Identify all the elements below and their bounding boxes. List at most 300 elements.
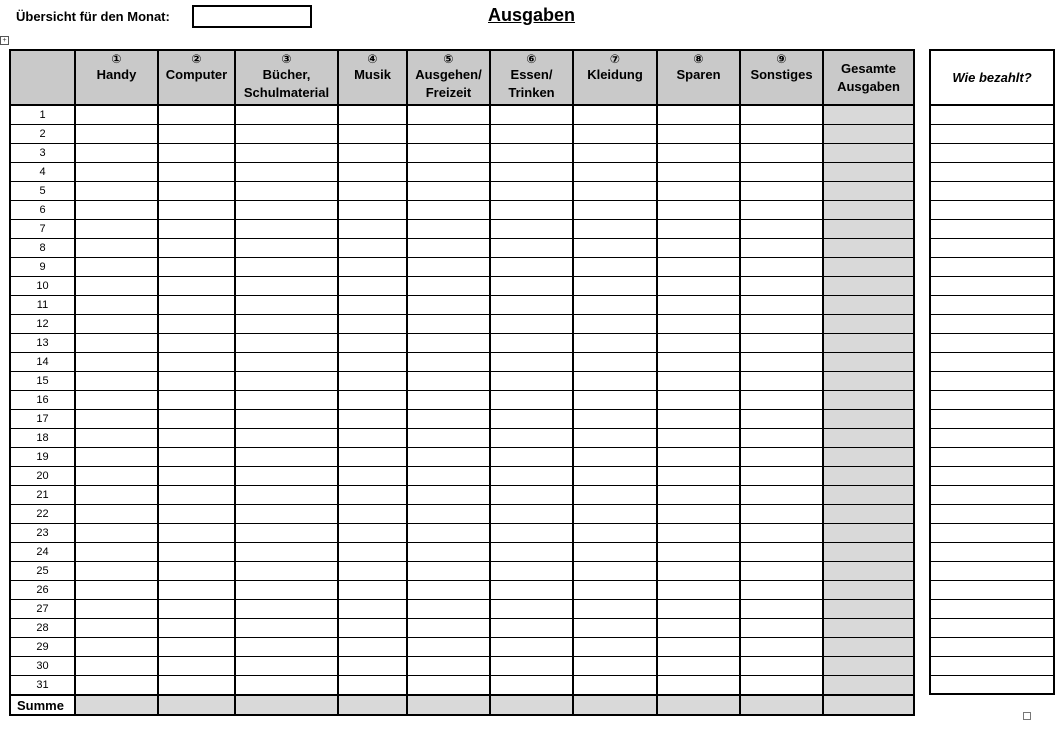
expense-cell[interactable] [338, 372, 407, 391]
expense-cell[interactable] [407, 182, 490, 201]
expense-cell[interactable] [338, 505, 407, 524]
expense-cell[interactable] [75, 638, 158, 657]
expense-cell[interactable] [490, 638, 573, 657]
expense-cell[interactable] [75, 258, 158, 277]
total-cell[interactable] [823, 505, 914, 524]
expense-cell[interactable] [235, 486, 338, 505]
payment-method-cell[interactable] [930, 124, 1054, 143]
total-cell[interactable] [823, 524, 914, 543]
total-cell[interactable] [823, 258, 914, 277]
expense-cell[interactable] [338, 105, 407, 125]
expense-cell[interactable] [158, 182, 235, 201]
total-cell[interactable] [823, 638, 914, 657]
expense-cell[interactable] [490, 562, 573, 581]
expense-cell[interactable] [740, 581, 823, 600]
expense-cell[interactable] [740, 410, 823, 429]
expense-cell[interactable] [338, 638, 407, 657]
expense-cell[interactable] [235, 144, 338, 163]
expense-cell[interactable] [657, 239, 740, 258]
expense-cell[interactable] [158, 391, 235, 410]
expense-cell[interactable] [338, 125, 407, 144]
total-cell[interactable] [823, 239, 914, 258]
expense-cell[interactable] [740, 638, 823, 657]
expense-cell[interactable] [657, 410, 740, 429]
expense-cell[interactable] [407, 676, 490, 696]
expense-cell[interactable] [75, 467, 158, 486]
expense-cell[interactable] [235, 619, 338, 638]
expense-cell[interactable] [657, 125, 740, 144]
expense-cell[interactable] [573, 657, 657, 676]
expense-cell[interactable] [573, 600, 657, 619]
expense-cell[interactable] [75, 182, 158, 201]
expense-cell[interactable] [573, 144, 657, 163]
month-input[interactable] [192, 5, 312, 28]
expense-cell[interactable] [407, 600, 490, 619]
expense-cell[interactable] [657, 220, 740, 239]
expense-cell[interactable] [235, 505, 338, 524]
expense-cell[interactable] [740, 144, 823, 163]
payment-method-cell[interactable] [930, 257, 1054, 276]
expense-cell[interactable] [338, 562, 407, 581]
expense-cell[interactable] [490, 657, 573, 676]
payment-method-cell[interactable] [930, 238, 1054, 257]
expense-cell[interactable] [158, 619, 235, 638]
expense-cell[interactable] [158, 524, 235, 543]
expense-cell[interactable] [657, 467, 740, 486]
expense-cell[interactable] [338, 467, 407, 486]
expense-cell[interactable] [75, 448, 158, 467]
expense-cell[interactable] [490, 486, 573, 505]
expense-cell[interactable] [657, 429, 740, 448]
expense-cell[interactable] [338, 581, 407, 600]
expense-cell[interactable] [407, 105, 490, 125]
expense-cell[interactable] [235, 581, 338, 600]
expense-cell[interactable] [407, 353, 490, 372]
sum-cell[interactable] [657, 695, 740, 715]
expense-cell[interactable] [573, 505, 657, 524]
expense-cell[interactable] [235, 372, 338, 391]
expense-cell[interactable] [235, 543, 338, 562]
expense-cell[interactable] [407, 125, 490, 144]
total-cell[interactable] [823, 182, 914, 201]
expense-cell[interactable] [158, 429, 235, 448]
expense-cell[interactable] [657, 448, 740, 467]
expense-cell[interactable] [158, 562, 235, 581]
expense-cell[interactable] [573, 182, 657, 201]
expense-cell[interactable] [740, 486, 823, 505]
expense-cell[interactable] [657, 676, 740, 696]
expense-cell[interactable] [573, 619, 657, 638]
expense-cell[interactable] [338, 410, 407, 429]
expense-cell[interactable] [75, 163, 158, 182]
total-cell[interactable] [823, 334, 914, 353]
total-cell[interactable] [823, 429, 914, 448]
expense-cell[interactable] [740, 201, 823, 220]
expense-cell[interactable] [407, 296, 490, 315]
total-cell[interactable] [823, 600, 914, 619]
expense-cell[interactable] [235, 391, 338, 410]
expense-cell[interactable] [490, 258, 573, 277]
payment-method-cell[interactable] [930, 599, 1054, 618]
expense-cell[interactable] [235, 220, 338, 239]
expense-cell[interactable] [158, 258, 235, 277]
expense-cell[interactable] [573, 105, 657, 125]
expense-cell[interactable] [338, 600, 407, 619]
expense-cell[interactable] [158, 600, 235, 619]
expense-cell[interactable] [490, 391, 573, 410]
expense-cell[interactable] [573, 353, 657, 372]
expense-cell[interactable] [657, 543, 740, 562]
expense-cell[interactable] [158, 163, 235, 182]
expense-cell[interactable] [158, 676, 235, 696]
expense-cell[interactable] [657, 562, 740, 581]
expense-cell[interactable] [338, 258, 407, 277]
expense-cell[interactable] [158, 410, 235, 429]
expense-cell[interactable] [573, 258, 657, 277]
total-cell[interactable] [823, 296, 914, 315]
expense-cell[interactable] [158, 486, 235, 505]
expense-cell[interactable] [75, 125, 158, 144]
total-cell[interactable] [823, 676, 914, 696]
total-cell[interactable] [823, 543, 914, 562]
expense-cell[interactable] [657, 619, 740, 638]
payment-method-cell[interactable] [930, 466, 1054, 485]
expense-cell[interactable] [573, 562, 657, 581]
expense-cell[interactable] [490, 676, 573, 696]
payment-method-cell[interactable] [930, 485, 1054, 504]
payment-method-cell[interactable] [930, 333, 1054, 352]
expense-cell[interactable] [657, 144, 740, 163]
expense-cell[interactable] [657, 163, 740, 182]
expense-cell[interactable] [490, 277, 573, 296]
expense-cell[interactable] [490, 201, 573, 220]
payment-method-cell[interactable] [930, 143, 1054, 162]
expense-cell[interactable] [740, 562, 823, 581]
expense-cell[interactable] [407, 163, 490, 182]
expense-cell[interactable] [75, 505, 158, 524]
payment-method-cell[interactable] [930, 637, 1054, 656]
expense-cell[interactable] [235, 429, 338, 448]
expense-cell[interactable] [573, 239, 657, 258]
expense-cell[interactable] [740, 467, 823, 486]
expense-cell[interactable] [407, 201, 490, 220]
expense-cell[interactable] [573, 125, 657, 144]
expense-cell[interactable] [338, 296, 407, 315]
expense-cell[interactable] [75, 201, 158, 220]
expense-cell[interactable] [158, 125, 235, 144]
expense-cell[interactable] [338, 182, 407, 201]
expense-cell[interactable] [657, 505, 740, 524]
expense-cell[interactable] [657, 296, 740, 315]
expense-cell[interactable] [407, 277, 490, 296]
expense-cell[interactable] [158, 581, 235, 600]
expense-cell[interactable] [338, 429, 407, 448]
payment-method-cell[interactable] [930, 561, 1054, 580]
expense-cell[interactable] [740, 391, 823, 410]
expense-cell[interactable] [740, 619, 823, 638]
expense-cell[interactable] [740, 277, 823, 296]
expense-cell[interactable] [158, 239, 235, 258]
expense-cell[interactable] [338, 277, 407, 296]
expense-cell[interactable] [573, 391, 657, 410]
expense-cell[interactable] [490, 619, 573, 638]
expense-cell[interactable] [573, 410, 657, 429]
total-cell[interactable] [823, 562, 914, 581]
expense-cell[interactable] [158, 315, 235, 334]
expense-cell[interactable] [338, 201, 407, 220]
total-cell[interactable] [823, 125, 914, 144]
expense-cell[interactable] [158, 638, 235, 657]
expense-cell[interactable] [75, 676, 158, 696]
total-cell[interactable] [823, 410, 914, 429]
expense-cell[interactable] [573, 467, 657, 486]
expense-cell[interactable] [75, 277, 158, 296]
payment-method-cell[interactable] [930, 618, 1054, 637]
expense-cell[interactable] [407, 429, 490, 448]
sum-cell[interactable] [75, 695, 158, 715]
expense-cell[interactable] [338, 353, 407, 372]
expense-cell[interactable] [338, 391, 407, 410]
expense-cell[interactable] [490, 524, 573, 543]
expense-cell[interactable] [490, 505, 573, 524]
expense-cell[interactable] [657, 182, 740, 201]
expense-cell[interactable] [158, 144, 235, 163]
expense-cell[interactable] [407, 638, 490, 657]
expense-cell[interactable] [235, 334, 338, 353]
expense-cell[interactable] [657, 391, 740, 410]
expense-cell[interactable] [490, 144, 573, 163]
payment-method-cell[interactable] [930, 504, 1054, 523]
total-cell[interactable] [823, 657, 914, 676]
expense-cell[interactable] [158, 543, 235, 562]
expense-cell[interactable] [407, 505, 490, 524]
expense-cell[interactable] [740, 543, 823, 562]
expense-cell[interactable] [573, 277, 657, 296]
expense-cell[interactable] [740, 220, 823, 239]
expense-cell[interactable] [338, 486, 407, 505]
expense-cell[interactable] [657, 105, 740, 125]
expense-cell[interactable] [573, 448, 657, 467]
expense-cell[interactable] [490, 163, 573, 182]
expense-cell[interactable] [740, 372, 823, 391]
expense-cell[interactable] [490, 543, 573, 562]
expense-cell[interactable] [75, 353, 158, 372]
expense-cell[interactable] [235, 410, 338, 429]
expense-cell[interactable] [235, 182, 338, 201]
expense-cell[interactable] [573, 429, 657, 448]
resize-handle-icon[interactable] [1023, 712, 1031, 720]
expense-cell[interactable] [573, 201, 657, 220]
payment-method-cell[interactable] [930, 162, 1054, 181]
expense-cell[interactable] [235, 277, 338, 296]
expense-cell[interactable] [75, 524, 158, 543]
sum-cell[interactable] [740, 695, 823, 715]
total-cell[interactable] [823, 467, 914, 486]
expense-cell[interactable] [407, 524, 490, 543]
payment-method-cell[interactable] [930, 656, 1054, 675]
expense-cell[interactable] [75, 562, 158, 581]
expense-cell[interactable] [490, 105, 573, 125]
expense-cell[interactable] [740, 448, 823, 467]
expense-cell[interactable] [740, 315, 823, 334]
expense-cell[interactable] [740, 524, 823, 543]
payment-method-cell[interactable] [930, 371, 1054, 390]
total-cell[interactable] [823, 220, 914, 239]
expense-cell[interactable] [657, 486, 740, 505]
expense-cell[interactable] [235, 296, 338, 315]
expense-cell[interactable] [75, 410, 158, 429]
expense-cell[interactable] [573, 486, 657, 505]
expense-cell[interactable] [407, 144, 490, 163]
expense-cell[interactable] [490, 410, 573, 429]
expense-cell[interactable] [657, 277, 740, 296]
expense-cell[interactable] [75, 619, 158, 638]
expense-cell[interactable] [490, 581, 573, 600]
expense-cell[interactable] [573, 296, 657, 315]
total-cell[interactable] [823, 448, 914, 467]
expense-cell[interactable] [235, 448, 338, 467]
total-cell[interactable] [823, 486, 914, 505]
expense-cell[interactable] [75, 220, 158, 239]
expense-cell[interactable] [490, 334, 573, 353]
expense-cell[interactable] [407, 619, 490, 638]
expense-cell[interactable] [407, 581, 490, 600]
expense-cell[interactable] [235, 258, 338, 277]
expense-cell[interactable] [657, 353, 740, 372]
expense-cell[interactable] [407, 315, 490, 334]
payment-method-cell[interactable] [930, 314, 1054, 333]
expense-cell[interactable] [158, 657, 235, 676]
total-cell[interactable] [823, 315, 914, 334]
total-cell[interactable] [823, 277, 914, 296]
expense-cell[interactable] [158, 220, 235, 239]
expense-cell[interactable] [407, 220, 490, 239]
expense-cell[interactable] [490, 239, 573, 258]
expense-cell[interactable] [740, 505, 823, 524]
expense-cell[interactable] [740, 105, 823, 125]
expense-cell[interactable] [158, 201, 235, 220]
expense-cell[interactable] [740, 676, 823, 696]
expense-cell[interactable] [573, 220, 657, 239]
expense-cell[interactable] [573, 581, 657, 600]
expense-cell[interactable] [75, 296, 158, 315]
expense-cell[interactable] [235, 600, 338, 619]
expense-cell[interactable] [657, 581, 740, 600]
expense-cell[interactable] [407, 657, 490, 676]
expense-cell[interactable] [573, 676, 657, 696]
total-cell[interactable] [823, 163, 914, 182]
expense-cell[interactable] [235, 657, 338, 676]
sum-cell[interactable] [407, 695, 490, 715]
expense-cell[interactable] [657, 315, 740, 334]
expense-cell[interactable] [740, 657, 823, 676]
expense-cell[interactable] [75, 105, 158, 125]
expense-cell[interactable] [75, 581, 158, 600]
sum-cell[interactable] [823, 695, 914, 715]
expense-cell[interactable] [657, 657, 740, 676]
expense-cell[interactable] [657, 258, 740, 277]
payment-method-cell[interactable] [930, 390, 1054, 409]
payment-method-cell[interactable] [930, 181, 1054, 200]
expense-cell[interactable] [407, 543, 490, 562]
expense-cell[interactable] [338, 163, 407, 182]
expense-cell[interactable] [158, 334, 235, 353]
expense-cell[interactable] [235, 353, 338, 372]
expense-cell[interactable] [338, 524, 407, 543]
sum-cell[interactable] [573, 695, 657, 715]
expense-cell[interactable] [235, 125, 338, 144]
expense-cell[interactable] [235, 105, 338, 125]
expense-cell[interactable] [338, 220, 407, 239]
expense-cell[interactable] [235, 201, 338, 220]
expense-cell[interactable] [490, 353, 573, 372]
expense-cell[interactable] [235, 638, 338, 657]
expense-cell[interactable] [158, 277, 235, 296]
expense-cell[interactable] [407, 467, 490, 486]
payment-method-cell[interactable] [930, 295, 1054, 314]
expense-cell[interactable] [158, 448, 235, 467]
total-cell[interactable] [823, 581, 914, 600]
expense-cell[interactable] [740, 258, 823, 277]
total-cell[interactable] [823, 353, 914, 372]
expense-cell[interactable] [75, 600, 158, 619]
expense-cell[interactable] [158, 353, 235, 372]
expense-cell[interactable] [490, 429, 573, 448]
expense-cell[interactable] [338, 315, 407, 334]
payment-method-cell[interactable] [930, 675, 1054, 694]
expense-cell[interactable] [407, 391, 490, 410]
expense-cell[interactable] [75, 391, 158, 410]
expense-cell[interactable] [573, 638, 657, 657]
expense-cell[interactable] [235, 239, 338, 258]
expense-cell[interactable] [158, 467, 235, 486]
expense-cell[interactable] [407, 562, 490, 581]
expense-cell[interactable] [740, 163, 823, 182]
expense-cell[interactable] [740, 296, 823, 315]
expense-cell[interactable] [657, 372, 740, 391]
payment-method-cell[interactable] [930, 580, 1054, 599]
expense-cell[interactable] [158, 105, 235, 125]
payment-method-cell[interactable] [930, 523, 1054, 542]
expense-cell[interactable] [573, 372, 657, 391]
total-cell[interactable] [823, 144, 914, 163]
expense-cell[interactable] [657, 524, 740, 543]
expense-cell[interactable] [75, 334, 158, 353]
expense-cell[interactable] [75, 486, 158, 505]
expense-cell[interactable] [490, 448, 573, 467]
expense-cell[interactable] [740, 125, 823, 144]
payment-method-cell[interactable] [930, 105, 1054, 124]
expense-cell[interactable] [75, 372, 158, 391]
total-cell[interactable] [823, 372, 914, 391]
expense-cell[interactable] [407, 372, 490, 391]
expense-cell[interactable] [573, 524, 657, 543]
sum-cell[interactable] [490, 695, 573, 715]
expense-cell[interactable] [235, 524, 338, 543]
expense-cell[interactable] [75, 239, 158, 258]
expense-cell[interactable] [75, 315, 158, 334]
expense-cell[interactable] [338, 239, 407, 258]
expense-cell[interactable] [235, 163, 338, 182]
expense-cell[interactable] [407, 448, 490, 467]
expense-cell[interactable] [338, 657, 407, 676]
expense-cell[interactable] [573, 334, 657, 353]
payment-method-cell[interactable] [930, 219, 1054, 238]
payment-method-cell[interactable] [930, 352, 1054, 371]
expense-cell[interactable] [740, 600, 823, 619]
expense-cell[interactable] [573, 543, 657, 562]
expense-cell[interactable] [490, 296, 573, 315]
